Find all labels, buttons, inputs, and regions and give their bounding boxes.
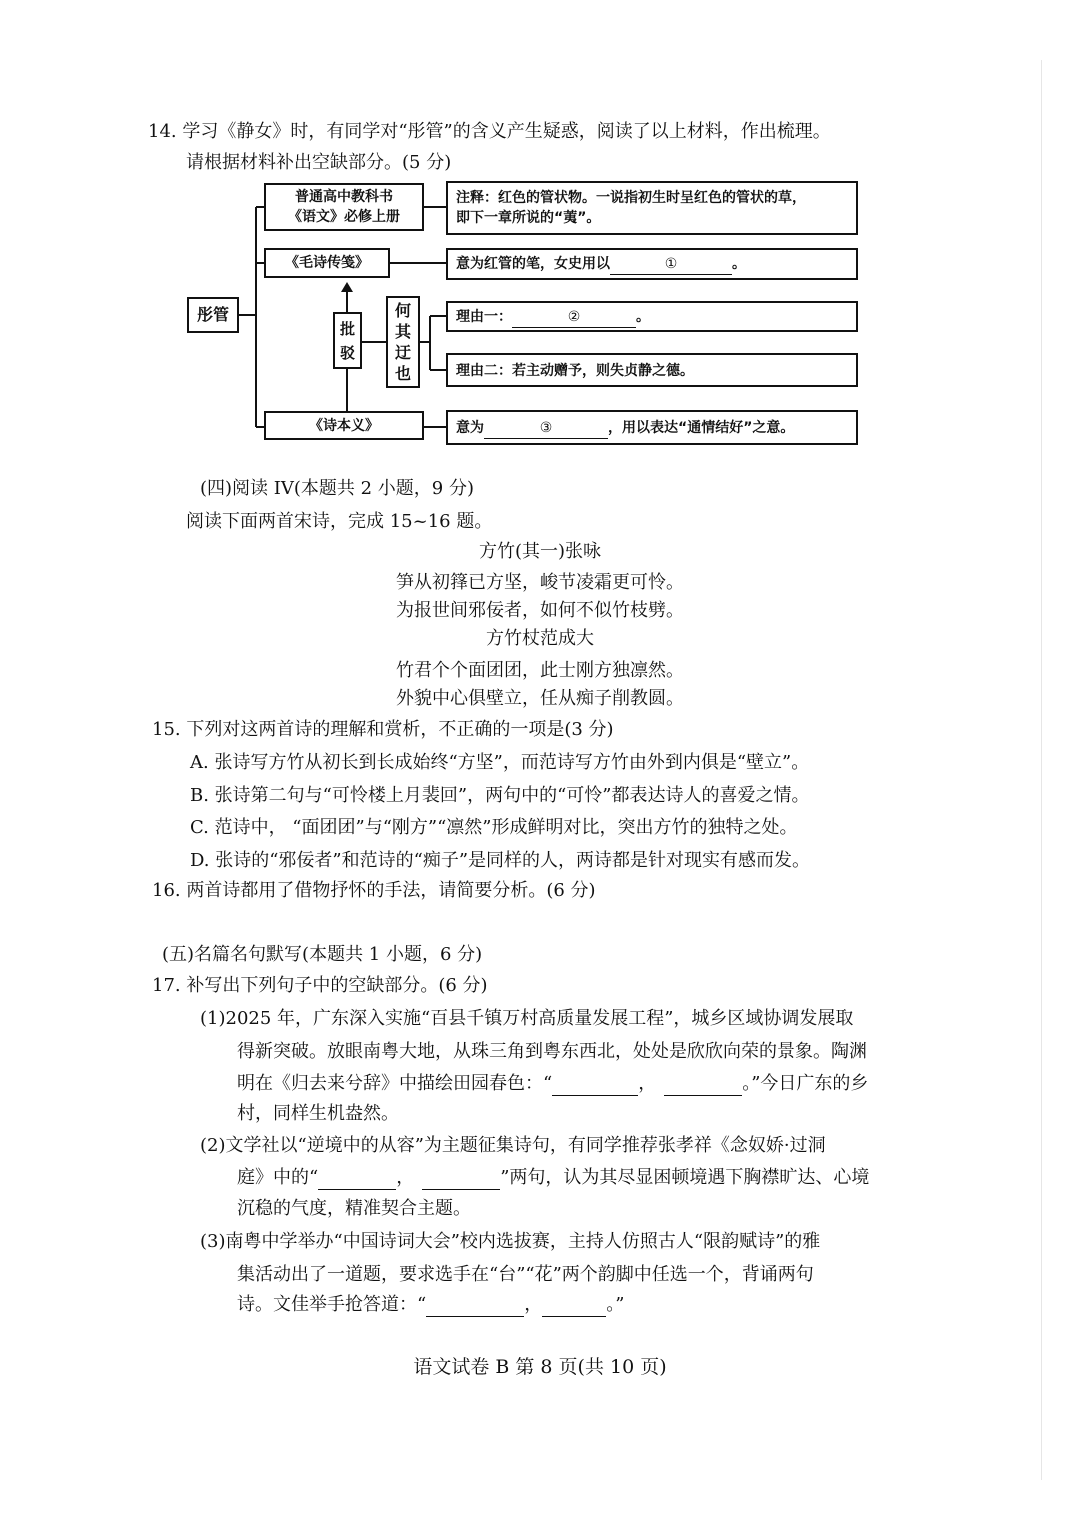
section5-heading: (五)名篇名句默写(本题共 1 小题，6 分) (162, 944, 483, 965)
q17-p1-line3-a: 明在《归去来兮辞》中描绘田园春色：“ (237, 1073, 553, 1094)
textbook-box (264, 183, 424, 231)
q17-p1-line3 (237, 1072, 868, 1096)
maoshi-text: 意为红管的笔，女史用以 (456, 256, 610, 272)
q17-p3-line1: (3)南粤中学举办“中国诗词大会”校内选拔赛，主持人仿照古人“限韵赋诗”的雅 (200, 1231, 821, 1252)
reason2-box: 理由二：若主动赠予，则失贞静之德。 (446, 353, 858, 387)
q15-option-c[interactable]: C. 范诗中， “面团团”与“刚方”“凛然”形成鲜明对比，突出方竹的独特之处。 (190, 817, 798, 838)
blank-2[interactable]: ② (512, 307, 636, 328)
reason1-label: 理由一： (456, 309, 512, 325)
q17-p1-line3-c: 。”今日广东的乡 (742, 1073, 869, 1094)
q17-p2-line2-c: ”两句，认为其尽显困顿境遇下胸襟旷达、心境 (500, 1167, 870, 1188)
note-box (446, 181, 858, 235)
q17-p3-line3-c: 。” (606, 1294, 625, 1315)
q15-option-b[interactable]: B. 张诗第二句与“可怜楼上月裴回”，两句中的“可怜”都表达诗人的喜爱之情。 (190, 785, 810, 806)
poem1-line1: 笋从初箨已方坚，峻节凌霜更可怜。 (396, 572, 684, 593)
shibenyi-box: 《诗本义》 (264, 411, 424, 440)
q17-blank-6[interactable] (542, 1298, 606, 1317)
q17-p2-line3: 沉稳的气度，精准契合主题。 (237, 1198, 471, 1219)
note-line1: 注释：红色的管状物。一说指初生时呈红色的管状的草， (456, 190, 806, 206)
textbook-line1: 普通高中教科书 (295, 189, 393, 205)
maoshi-period: 。 (732, 256, 746, 272)
root-node: 彤管 (187, 297, 239, 333)
blank-1[interactable]: ① (610, 254, 732, 275)
textbook-line2: 《语文》必修上册 (288, 209, 400, 225)
why-node: 何其迂也 (386, 296, 420, 388)
q17-blank-3[interactable] (318, 1171, 396, 1190)
note-line2: 即下一章所说的“荑”。 (456, 210, 601, 226)
q17-stem: 17. 补写出下列句子中的空缺部分。(6 分) (152, 975, 488, 996)
q17-p2-line2 (237, 1166, 869, 1190)
reason1-period: 。 (636, 309, 650, 325)
section4-heading: (四)阅读 IV(本题共 2 小题，9 分) (200, 478, 474, 499)
q17-p1-line2: 得新突破。放眼南粤大地，从珠三角到粤东西北，处处是欣欣向荣的景象。陶渊 (237, 1041, 867, 1062)
q17-p1-line4: 村，同样生机盎然。 (237, 1103, 399, 1124)
q17-blank-4[interactable] (422, 1171, 500, 1190)
q16-stem: 16. 两首诗都用了借物抒怀的手法，请简要分析。(6 分) (152, 880, 596, 901)
poem2-line2: 外貌中心俱壁立，任从痴子削教圆。 (396, 688, 684, 709)
section4-intro: 阅读下面两首宋诗，完成 15~16 题。 (186, 511, 493, 532)
q17-p1-line1: (1)2025 年，广东深入实施“百县千镇万村高质量发展工程”，城乡区域协调发展取 (200, 1008, 854, 1029)
poem2-title: 方竹杖范成大 (486, 628, 594, 649)
shibenyi-definition-box (446, 410, 858, 445)
q17-p3-line3-a: 诗。文佳举手抢答道：“ (237, 1294, 427, 1315)
q17-p1-comma: ， (638, 1073, 657, 1094)
maoshi-definition-box (446, 248, 858, 280)
q15-option-d[interactable]: D. 张诗的“邪佞者”和范诗的“痴子”是同样的人，两诗都是针对现实有感而发。 (190, 850, 811, 871)
shibenyi-pre: 意为 (456, 420, 484, 436)
poem1-line2: 为报世间邪佞者，如何不似竹枝劈。 (396, 600, 684, 621)
poem1-title: 方竹(其一)张咏 (478, 541, 602, 562)
q17-blank-2[interactable] (664, 1077, 742, 1096)
q17-p2-line1: (2)文学社以“逆境中的从容”为主题征集诗句，有同学推荐张孝祥《念奴娇·过洞 (200, 1135, 826, 1156)
criticize-node: 批驳 (333, 312, 362, 369)
page-footer: 语文试卷 B 第 8 页(共 10 页) (413, 1356, 667, 1378)
q17-blank-5[interactable] (426, 1298, 524, 1317)
reason1-box (446, 301, 858, 332)
q14-line2: 请根据材料补出空缺部分。(5 分) (186, 152, 452, 173)
q17-p2-comma: ， (396, 1167, 415, 1188)
q17-p3-comma: ， (524, 1294, 543, 1315)
q15-stem: 15. 下列对这两首诗的理解和赏析，不正确的一项是(3 分) (152, 719, 614, 740)
poem2-line1: 竹君个个面团团，此士刚方独凛然。 (396, 660, 684, 681)
blank-3[interactable]: ③ (484, 418, 608, 439)
q17-p2-line2-a: 庭》中的“ (237, 1167, 319, 1188)
q17-p3-line2: 集活动出了一道题，要求选手在“台”“花”两个韵脚中任选一个，背诵两句 (237, 1264, 814, 1285)
q17-blank-1[interactable] (552, 1077, 638, 1096)
q15-option-a[interactable]: A. 张诗写方竹从初长到长成始终“方坚”，而范诗写方竹由外到内俱是“壁立”。 (190, 752, 810, 773)
q17-p3-line3 (237, 1293, 624, 1317)
q14-line1: 14. 学习《静女》时，有同学对“彤管”的含义产生疑惑，阅读了以上材料，作出梳理。 (148, 121, 831, 142)
shibenyi-post: ，用以表达“通情结好”之意。 (608, 420, 795, 436)
maoshi-box: 《毛诗传笺》 (264, 248, 390, 278)
